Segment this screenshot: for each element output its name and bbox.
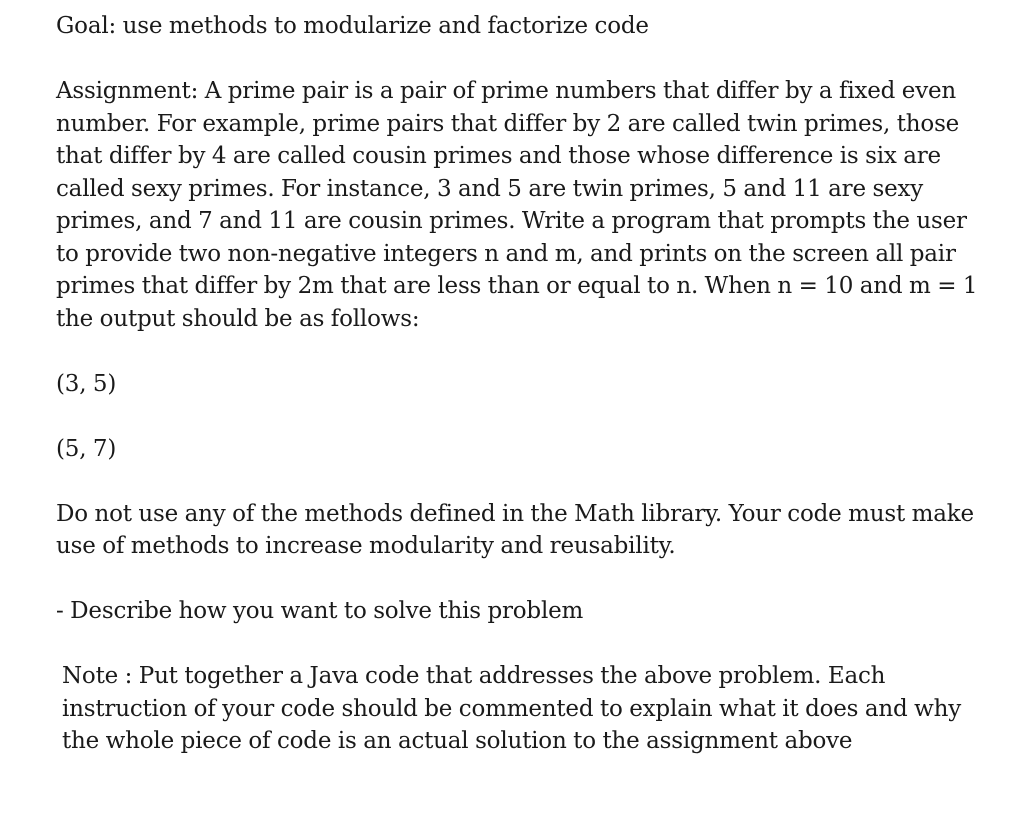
output-line-2: (5, 7) xyxy=(56,435,117,462)
spacer xyxy=(56,43,996,76)
spacer xyxy=(56,563,996,596)
spacer xyxy=(56,335,996,368)
assignment-document xyxy=(56,10,996,758)
output-line-1: (3, 5) xyxy=(56,370,117,397)
describe-prompt: - Describe how you want to solve this problem xyxy=(56,598,584,624)
assignment-text: Assignment: A prime pair is a pair of prime numbers that differ by a fixed even number. For example, prime pairs that differ by 2 are called twin primes, those that differ by 4 are called cousin primes and those whose difference is six are called sexy primes. For instance, 3 and 5 are twin primes, 5 and 11 are sexy primes, and 7 and 11 are cousin primes. Write a program that prompts the user to provide two non-negative integers n and m, and prints on the screen all pair primes that differ by 2m that are less than or equal to n. When n = 10 and m = 1 the output should be as follows: xyxy=(56,78,978,332)
spacer xyxy=(56,400,996,433)
spacer xyxy=(56,465,996,498)
note-text: Note : Put together a Java code that addresses the above problem. Each instruction of your code should be commented to explain what it does and why the whole piece of code is an actual solution to the assignment above xyxy=(62,663,962,754)
goal-text: Goal: use methods to modularize and factorize code xyxy=(56,13,649,39)
restriction-text: Do not use any of the methods defined in the Math library. Your code must make use of methods to increase modularity and reusability. xyxy=(56,500,974,559)
spacer xyxy=(56,628,996,661)
